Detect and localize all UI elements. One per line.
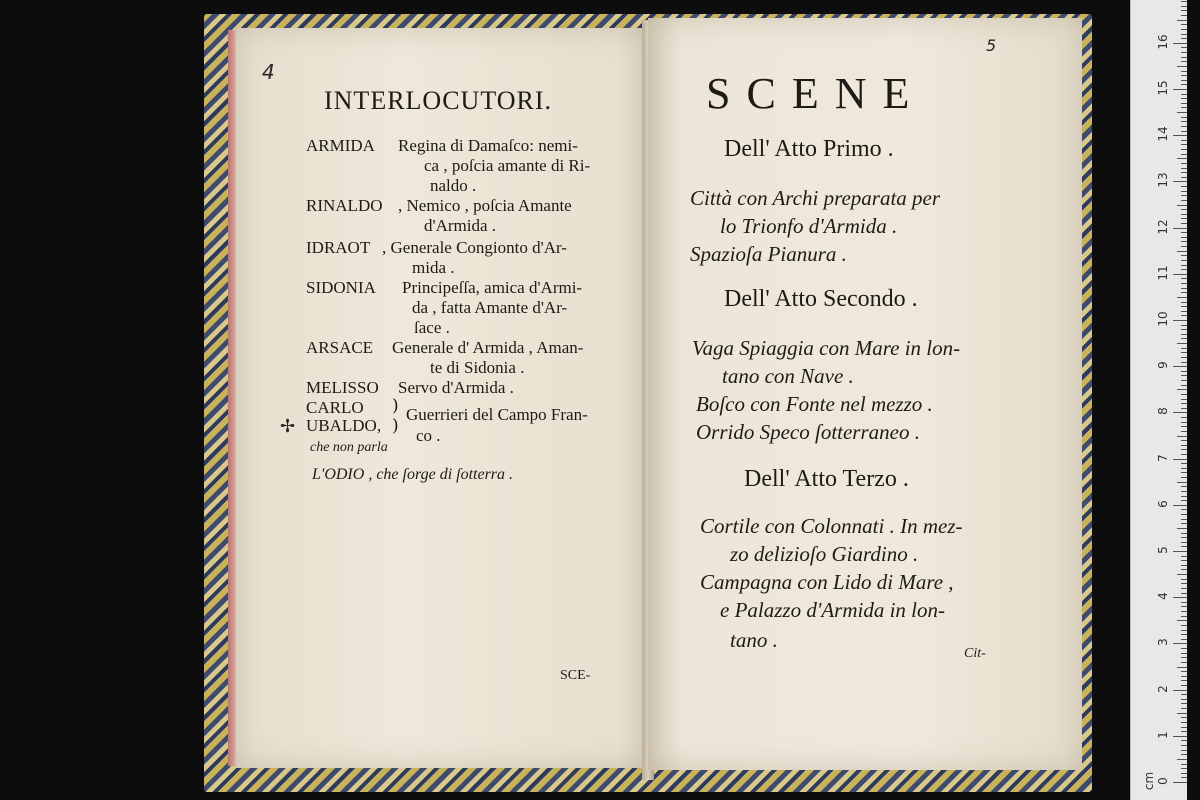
ruler-tick (1173, 274, 1187, 275)
ruler-tick (1173, 135, 1187, 136)
ruler-tick (1181, 546, 1187, 547)
cast-desc-line: ſace . (414, 318, 450, 337)
ruler-tick (1181, 357, 1187, 358)
ruler-tick (1181, 560, 1187, 561)
ruler-tick (1181, 750, 1187, 751)
cast-desc-line: Generale d' Armida , Aman- (392, 338, 584, 357)
ruler-tick (1181, 754, 1187, 755)
ruler-tick (1181, 639, 1187, 640)
cast-desc-line: naldo . (430, 176, 477, 195)
ruler-tick (1181, 24, 1187, 25)
brace-mark: ) (392, 396, 399, 416)
ruler-tick (1181, 362, 1187, 363)
ruler-tick (1181, 75, 1187, 76)
ruler-tick (1181, 288, 1187, 289)
ruler-number: 5 (1156, 546, 1170, 554)
right-catchword: Cit- (964, 646, 986, 661)
ruler-tick (1181, 375, 1187, 376)
ruler-tick (1181, 634, 1187, 635)
cast-desc-line: , Nemico , poſcia Amante (398, 196, 572, 215)
ruler-tick (1181, 662, 1187, 663)
ruler-tick (1181, 694, 1187, 695)
act-title: Dell' Atto Terzo . (744, 466, 909, 492)
ruler-tick (1173, 597, 1187, 598)
ruler-tick (1181, 565, 1187, 566)
guerrieri-line: Guerrieri del Campo Fran- (406, 405, 588, 424)
ruler-tick (1177, 297, 1187, 298)
ruler-tick (1181, 278, 1187, 279)
ruler-tick (1181, 496, 1187, 497)
ruler-tick (1181, 477, 1187, 478)
ruler-tick (1173, 43, 1187, 44)
ruler-tick (1177, 528, 1187, 529)
odio-line: L'ODIO , che ſorge di ſotterra . (312, 466, 514, 483)
ruler-tick (1181, 191, 1187, 192)
ruler-tick (1181, 731, 1187, 732)
ruler-tick (1173, 89, 1187, 90)
ruler-tick (1181, 606, 1187, 607)
ruler-tick (1181, 685, 1187, 686)
ruler-number: 13 (1156, 172, 1170, 189)
cast-name-carlo: CARLO (306, 398, 364, 417)
ruler-tick (1173, 459, 1187, 460)
ruler-tick (1181, 315, 1187, 316)
ruler-tick (1181, 653, 1187, 654)
ruler-number: 12 (1156, 218, 1170, 235)
ruler-tick (1181, 283, 1187, 284)
cast-name-idraot: IDRAOT (306, 238, 371, 257)
measurement-ruler (1130, 0, 1187, 800)
ruler-tick (1181, 52, 1187, 53)
cast-name-rinaldo: RINALDO (306, 196, 383, 215)
ruler-tick (1181, 338, 1187, 339)
ruler-tick (1181, 306, 1187, 307)
ruler-tick (1181, 131, 1187, 132)
ruler-tick (1181, 38, 1187, 39)
ruler-tick (1181, 426, 1187, 427)
ruler-tick (1181, 449, 1187, 450)
cast-desc-line: mida . (412, 258, 455, 277)
ruler-tick (1181, 80, 1187, 81)
ruler-tick (1181, 676, 1187, 677)
ruler-tick (1181, 214, 1187, 215)
ruler-number: 1 (1156, 730, 1170, 739)
ruler-number: 2 (1156, 684, 1170, 693)
ruler-tick (1181, 10, 1187, 11)
ruler-tick (1181, 468, 1187, 469)
ruler-tick (1181, 334, 1187, 335)
ruler-number: 11 (1156, 265, 1170, 281)
ruler-tick (1181, 440, 1187, 441)
cast-desc-line: , Generale Congionto d'Ar- (382, 238, 567, 257)
cast-desc-line: d'Armida . (424, 216, 496, 235)
ruler-tick (1181, 246, 1187, 247)
ruler-tick (1181, 218, 1187, 219)
ruler-tick (1177, 620, 1187, 621)
ruler-tick (1181, 408, 1187, 409)
scene-line: zo delizioſo Giardino . (730, 542, 919, 566)
ruler-tick (1181, 255, 1187, 256)
ruler-tick (1181, 514, 1187, 515)
ruler-tick (1181, 84, 1187, 85)
ruler-tick (1181, 768, 1187, 769)
ruler-tick (1177, 20, 1187, 21)
ruler-tick (1177, 667, 1187, 668)
ruler-tick (1177, 482, 1187, 483)
ruler-number: 10 (1156, 311, 1170, 327)
ruler-tick (1181, 486, 1187, 487)
ruler-tick (1181, 777, 1187, 778)
ruler-tick (1181, 611, 1187, 612)
cast-name-armida: ARMIDA (306, 136, 375, 155)
ruler-tick (1181, 348, 1187, 349)
ruler-number: 6 (1156, 499, 1170, 508)
ruler-tick (1181, 745, 1187, 746)
ruler-tick (1173, 782, 1187, 783)
cast-name-ubaldo: UBALDO, (306, 416, 382, 435)
ruler-tick (1181, 740, 1187, 741)
ruler-tick (1181, 519, 1187, 520)
ruler-tick (1181, 71, 1187, 72)
ruler-tick (1173, 643, 1187, 644)
ruler-tick (1181, 454, 1187, 455)
ruler-tick (1181, 680, 1187, 681)
guerrieri-line: co . (416, 426, 441, 445)
ruler-tick (1173, 228, 1187, 229)
ruler-tick (1181, 500, 1187, 501)
ruler-tick (1177, 251, 1187, 252)
ruler-tick (1181, 209, 1187, 210)
scene-line: tano . (730, 628, 778, 652)
ruler-tick (1181, 648, 1187, 649)
ruler-tick (1181, 556, 1187, 557)
left-catchword: SCE- (560, 668, 591, 683)
ruler-tick (1181, 29, 1187, 30)
ruler-tick (1181, 269, 1187, 270)
ruler-tick (1177, 759, 1187, 760)
ruler-tick (1181, 422, 1187, 423)
scene-line: Orrido Speco ſotterraneo . (696, 420, 920, 444)
ruler-tick (1181, 394, 1187, 395)
ruler-tick (1181, 491, 1187, 492)
ruler-tick (1181, 200, 1187, 201)
ruler-tick (1181, 385, 1187, 386)
ruler-tick (1181, 533, 1187, 534)
ruler-tick (1181, 463, 1187, 464)
ruler-tick (1177, 713, 1187, 714)
ruler-tick (1181, 237, 1187, 238)
ruler-tick (1181, 94, 1187, 95)
ruler-tick (1173, 366, 1187, 367)
ruler-tick (1181, 588, 1187, 589)
ruler-tick (1181, 121, 1187, 122)
ruler-tick (1177, 112, 1187, 113)
ruler-tick (1181, 292, 1187, 293)
ruler-tick (1181, 241, 1187, 242)
ruler-tick (1181, 260, 1187, 261)
cast-desc-line: Servo d'Armida . (398, 378, 514, 397)
ruler-tick (1181, 149, 1187, 150)
ruler-tick (1181, 657, 1187, 658)
scene-line: Cortile con Colonnati . In mez- (700, 514, 963, 538)
ruler-tick (1181, 445, 1187, 446)
ruler-tick (1181, 144, 1187, 145)
scene-line: lo Trionfo d'Armida . (720, 214, 898, 238)
ruler-tick (1173, 690, 1187, 691)
ruler-tick (1181, 380, 1187, 381)
ruler-tick (1181, 15, 1187, 16)
ruler-tick (1173, 505, 1187, 506)
ruler-tick (1181, 727, 1187, 728)
scene-line: Città con Archi preparata per (690, 186, 941, 210)
ruler-tick (1181, 671, 1187, 672)
right-heading: SCENE (706, 69, 926, 118)
ruler-unit: cm (1142, 771, 1156, 791)
right-folio-number: 5 (986, 36, 997, 55)
ruler-tick (1181, 764, 1187, 765)
ruler-tick (1181, 126, 1187, 127)
ruler-tick (1181, 699, 1187, 700)
scene-line: Spazioſa Pianura . (690, 242, 847, 266)
ruler-tick (1181, 6, 1187, 7)
ruler-tick (1181, 302, 1187, 303)
scene-line: e Palazzo d'Armida in lon- (720, 598, 945, 622)
ruler-tick (1181, 717, 1187, 718)
cast-desc-line: da , fatta Amante d'Ar- (412, 298, 568, 317)
act-title: Dell' Atto Primo . (724, 136, 894, 162)
ruler-tick (1181, 399, 1187, 400)
ruler-tick (1181, 163, 1187, 164)
ruler-tick (1181, 107, 1187, 108)
ruler-number: 4 (1156, 592, 1170, 601)
ruler-tick (1173, 736, 1187, 737)
ruler-number: 3 (1156, 638, 1170, 647)
ruler-tick (1181, 537, 1187, 538)
cast-name-arsace: ARSACE (306, 338, 374, 357)
ruler-tick (1181, 186, 1187, 187)
bleed-through (320, 510, 324, 526)
ruler-tick (1181, 616, 1187, 617)
ruler-number: 8 (1156, 407, 1170, 416)
ruler-tick (1181, 542, 1187, 543)
ruler-tick (1181, 195, 1187, 196)
ruler-tick (1181, 265, 1187, 266)
ruler-tick (1181, 103, 1187, 104)
ruler-tick (1181, 98, 1187, 99)
ruler-tick (1181, 47, 1187, 48)
ruler-tick (1181, 352, 1187, 353)
che-non-parla: che non parla (310, 440, 388, 455)
ruler-tick (1177, 574, 1187, 575)
ruler-tick (1181, 431, 1187, 432)
scene-line: Boſco con Fonte nel mezzo . (696, 392, 933, 416)
ruler-tick (1173, 181, 1187, 182)
ruler-tick (1181, 625, 1187, 626)
ruler-tick (1177, 205, 1187, 206)
ruler-tick (1181, 708, 1187, 709)
ruler-number: 16 (1156, 34, 1170, 50)
ruler-tick (1181, 1, 1187, 2)
ruler-tick (1177, 66, 1187, 67)
cast-name-melisso: MELISSO (306, 378, 379, 397)
ruler-tick (1181, 417, 1187, 418)
ruler-tick (1177, 389, 1187, 390)
ruler-tick (1181, 509, 1187, 510)
ruler-tick (1181, 311, 1187, 312)
ruler-tick (1181, 329, 1187, 330)
ruler-tick (1181, 593, 1187, 594)
ruler-tick (1181, 703, 1187, 704)
ruler-tick (1181, 371, 1187, 372)
brace-mark: ) (392, 416, 399, 436)
ruler-tick (1181, 722, 1187, 723)
ruler-tick (1181, 602, 1187, 603)
ruler-tick (1181, 773, 1187, 774)
ruler-tick (1181, 172, 1187, 173)
scene-line: Vaga Spiaggia con Mare in lon- (692, 336, 961, 360)
ruler-tick (1181, 154, 1187, 155)
ruler-tick (1181, 177, 1187, 178)
ruler-number: 9 (1156, 361, 1170, 370)
ruler-tick (1181, 325, 1187, 326)
ruler-tick (1181, 579, 1187, 580)
ruler-tick (1181, 34, 1187, 35)
ruler-tick (1181, 583, 1187, 584)
ruler-tick (1181, 630, 1187, 631)
ruler-tick (1177, 343, 1187, 344)
cross-mark-icon: ✢ (280, 416, 296, 437)
cast-desc-line: Regina di Damaſco: nemi- (398, 136, 578, 155)
ruler-tick (1173, 320, 1187, 321)
cast-name-sidonia: SIDONIA (306, 278, 376, 297)
ruler-tick (1181, 523, 1187, 524)
ruler-tick (1177, 436, 1187, 437)
ruler-tick (1181, 61, 1187, 62)
ruler-tick (1181, 117, 1187, 118)
ruler-tick (1181, 223, 1187, 224)
ruler-number: 15 (1156, 80, 1170, 96)
cast-desc-line: Principeſſa, amica d'Armi- (402, 278, 583, 297)
act-title: Dell' Atto Secondo . (724, 286, 918, 312)
scene-line: tano con Nave . (722, 364, 854, 388)
left-heading: INTERLOCUTORI. (324, 86, 553, 115)
ruler-tick (1181, 472, 1187, 473)
ruler-tick (1173, 412, 1187, 413)
ruler-tick (1173, 551, 1187, 552)
left-folio-number: 4 (262, 60, 275, 84)
ruler-tick (1181, 232, 1187, 233)
ruler-tick (1177, 158, 1187, 159)
cast-desc-line: te di Sidonia . (430, 358, 525, 377)
ruler-number: 14 (1156, 126, 1170, 142)
ruler-tick (1181, 569, 1187, 570)
ruler-tick (1181, 403, 1187, 404)
ruler-tick (1181, 168, 1187, 169)
ruler-number: 7 (1156, 453, 1170, 462)
scene-line: Campagna con Lido di Mare , (700, 570, 954, 594)
ruler-number: 0 (1156, 777, 1170, 785)
ruler-tick (1181, 57, 1187, 58)
ruler-tick (1181, 140, 1187, 141)
cast-desc-line: ca , poſcia amante di Ri- (424, 156, 591, 175)
